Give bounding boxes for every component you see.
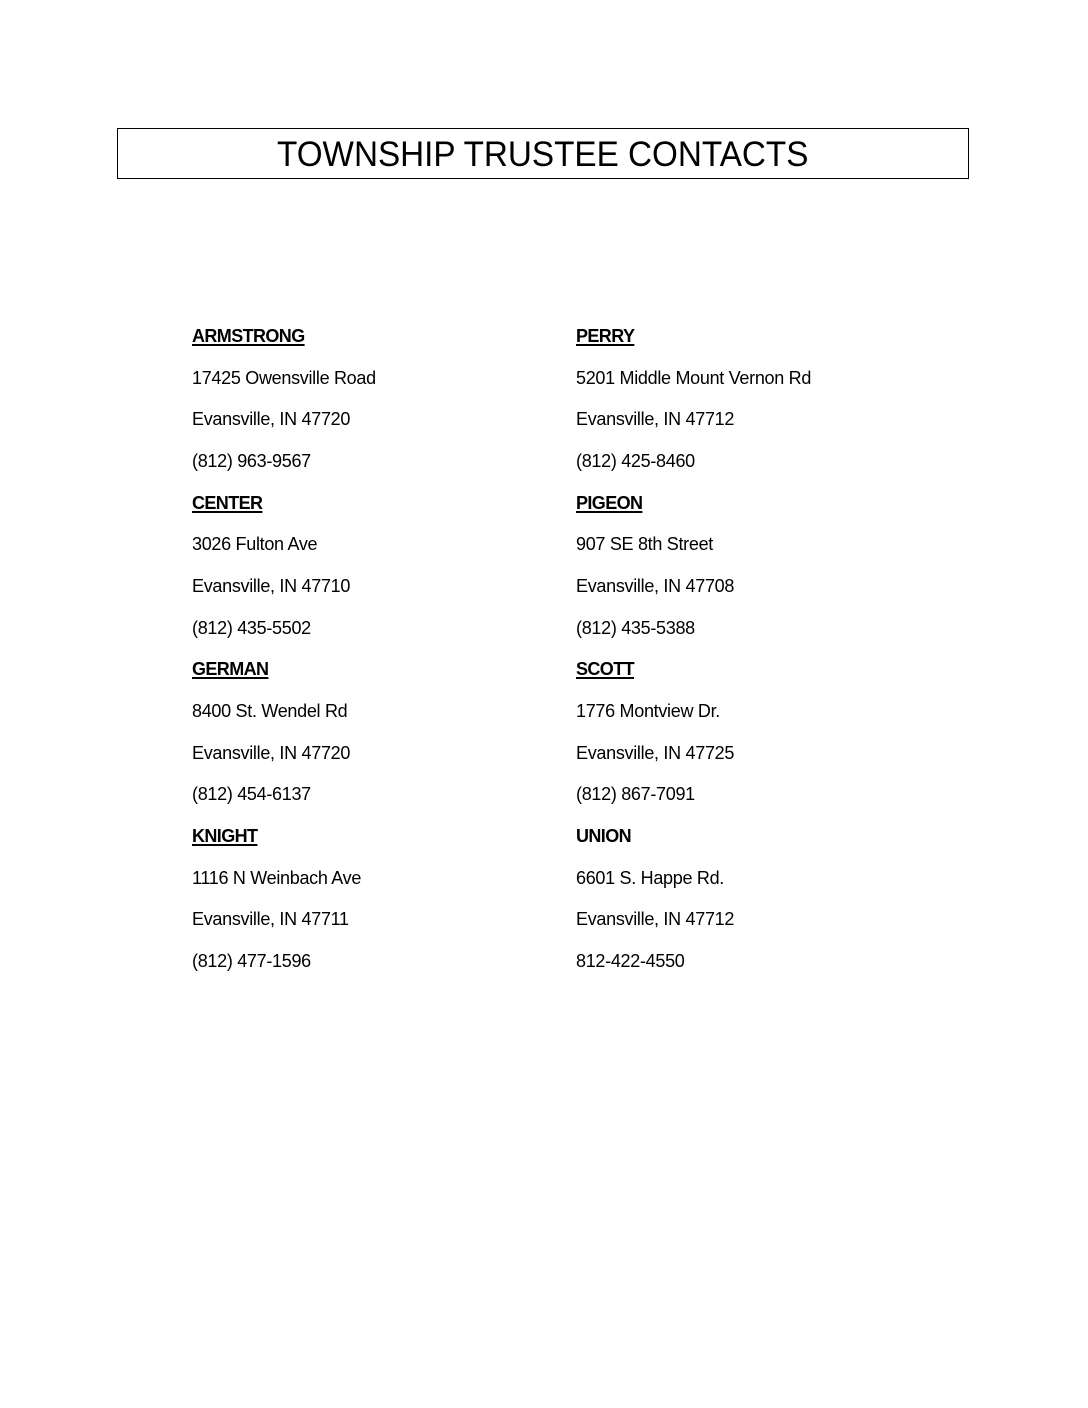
township-name: GERMAN	[192, 659, 269, 680]
township-city: Evansville, IN 47712	[576, 409, 735, 430]
township-name: ARMSTRONG	[192, 326, 305, 346]
township-address: 1776 Montview Dr.	[576, 700, 720, 721]
township-name: PIGEON	[576, 492, 643, 513]
township-phone: 812-422-4550	[576, 950, 685, 971]
township-phone: (812) 477-1596	[192, 950, 311, 971]
township-address: 5201 Middle Mount Vernon Rd	[576, 367, 812, 388]
township-address: 17425 Owensville Road	[192, 367, 376, 388]
township-name: KNIGHT	[192, 825, 258, 846]
township-address: 907 SE 8th Street	[576, 534, 713, 555]
township-address: 8400 St. Wendel Rd	[192, 700, 348, 721]
township-phone: (812) 435-5388	[576, 617, 695, 638]
township-name: UNION	[576, 825, 631, 846]
township-address: 1116 N Weinbach Ave	[192, 867, 362, 888]
township-entry-scott	[576, 655, 936, 822]
township-phone: (812) 425-8460	[576, 450, 695, 471]
township-entry-pigeon	[576, 489, 936, 656]
township-entry-armstrong	[192, 322, 552, 489]
township-address: 6601 S. Happe Rd.	[576, 867, 725, 888]
right-column	[576, 322, 936, 989]
township-entry-center	[192, 489, 552, 656]
township-entry-union	[576, 822, 936, 989]
title-box	[117, 128, 969, 179]
page-title: TOWNSHIP TRUSTEE CONTACTS	[277, 135, 809, 174]
township-name: PERRY	[576, 326, 635, 346]
township-name: SCOTT	[576, 659, 634, 680]
township-city: Evansville, IN 47708	[576, 575, 735, 596]
township-city: Evansville, IN 47710	[192, 575, 351, 596]
left-column	[192, 322, 552, 989]
township-city: Evansville, IN 47720	[192, 742, 351, 763]
township-phone: (812) 454-6137	[192, 784, 311, 805]
township-city: Evansville, IN 47720	[192, 409, 351, 430]
township-address: 3026 Fulton Ave	[192, 534, 318, 555]
township-phone: (812) 867-7091	[576, 784, 695, 805]
township-entry-knight	[192, 822, 552, 989]
township-city: Evansville, IN 47725	[576, 742, 735, 763]
township-entry-perry	[576, 322, 936, 489]
township-city: Evansville, IN 47711	[192, 909, 349, 930]
township-phone: (812) 435-5502	[192, 617, 311, 638]
township-entry-german	[192, 655, 552, 822]
township-phone: (812) 963-9567	[192, 450, 311, 471]
township-name: CENTER	[192, 492, 263, 513]
township-city: Evansville, IN 47712	[576, 909, 735, 930]
